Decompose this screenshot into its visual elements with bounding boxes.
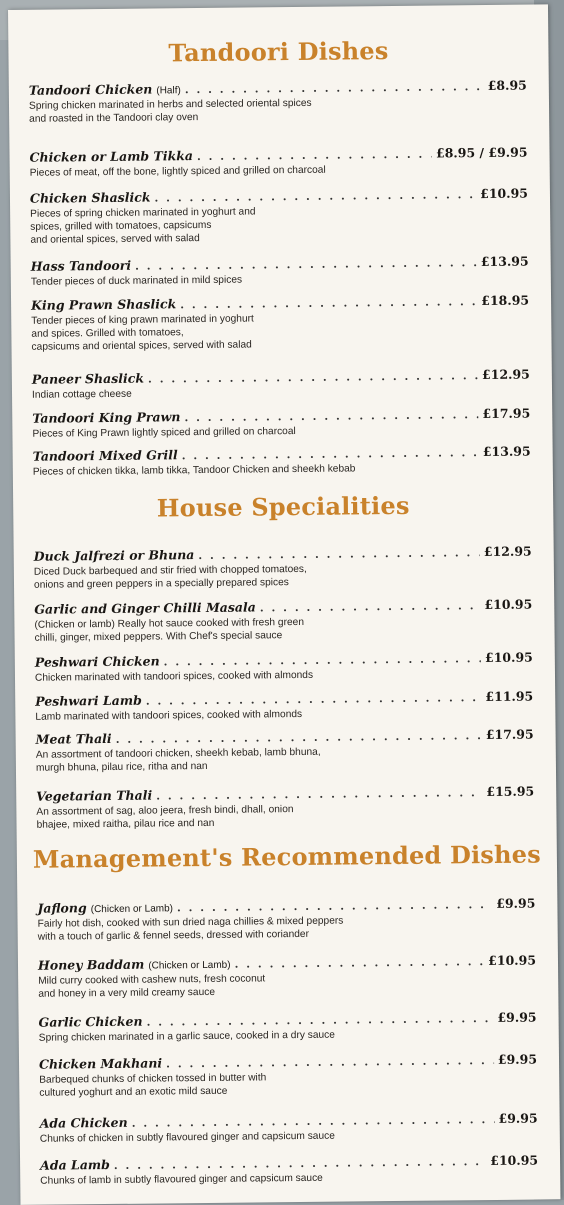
dish-qualifier: (Half) <box>156 85 181 97</box>
description-line: onions and green peppers in a specially prepared spices <box>33 577 289 591</box>
description-line: and honey in a very mild creamy sauce <box>38 986 216 1000</box>
dish-price: £11.95 <box>485 688 534 705</box>
dot-leader <box>180 295 477 311</box>
description-line: Tender pieces of duck marinated in mild spices <box>30 274 243 288</box>
dish-price: £13.95 <box>480 253 529 270</box>
dish-description <box>34 561 532 592</box>
description-line: (Chicken or lamb) Really hot sauce cooked with fresh green <box>34 616 305 631</box>
dish-price: £17.95 <box>482 405 531 422</box>
dish-price: £9.95 <box>498 1110 538 1126</box>
dish-name: Tandoori Mixed Grill <box>32 447 178 464</box>
dish-price: £9.95 <box>496 895 536 911</box>
description-line: Mild curry cooked with cashew nuts, fresh coconut <box>38 973 266 987</box>
dish-price: £8.95 <box>487 77 527 93</box>
description-line: and oriental spices, served with salad <box>30 233 200 246</box>
dish-description <box>40 1170 538 1188</box>
description-line: and spices. Grilled with tomatoes, <box>31 327 184 340</box>
dot-leader <box>185 80 484 96</box>
dish-price: £9.95 <box>497 1009 537 1025</box>
dish-name: Chicken Shaslick <box>29 189 151 206</box>
dish-description <box>35 667 533 685</box>
dish-description <box>35 706 533 724</box>
dot-leader <box>166 1054 494 1070</box>
dish-price: £10.95 <box>490 1152 539 1169</box>
dish-name: Chicken or Lamb Tikka <box>29 148 194 165</box>
dish-name: Garlic Chicken <box>38 1013 143 1030</box>
dish-name: Vegetarian Thali <box>36 787 153 804</box>
description-line: Lamb marinated with tandoori spices, cooked with almonds <box>35 708 303 723</box>
dot-leader <box>146 691 482 708</box>
menu-item <box>37 896 535 944</box>
description-line: Tender pieces of king prawn marinated in yoghurt <box>31 313 254 327</box>
dot-leader <box>260 599 481 614</box>
dot-leader <box>184 408 478 424</box>
description-line: Barbequed chunks of chicken tossed in butter with <box>39 1072 267 1086</box>
dish-name: Meat Thali <box>35 730 112 747</box>
dot-leader <box>198 546 480 562</box>
dish-price: £9.95 <box>497 1051 538 1067</box>
menu-item <box>35 689 533 724</box>
description-line: Spring chicken marinated in herbs and selected oriental spices <box>28 97 312 112</box>
dish-name: Honey Baddam <box>37 956 145 973</box>
description-line: An assortment of tandoori chicken, sheekh kebab, lamb bhuna, <box>35 746 321 761</box>
dish-description <box>40 1128 538 1146</box>
description-line: Chunks of chicken in subtly flavoured ginger and capsicum sauce <box>39 1130 335 1145</box>
menu-item <box>31 254 529 289</box>
dish-price: £17.95 <box>485 726 534 743</box>
menu-item <box>35 650 533 685</box>
dish-qualifier: (Chicken or Lamb) <box>90 903 174 916</box>
dish-description <box>29 95 527 126</box>
description-line: Indian cottage cheese <box>31 388 132 401</box>
menu-item <box>32 367 530 402</box>
dish-price: £10.95 <box>484 649 533 666</box>
dish-price: £8.95 / £9.95 <box>435 144 528 161</box>
dish-description <box>31 310 529 354</box>
dish-name: Peshwari Chicken <box>34 653 160 670</box>
description-line: murgh bhuna, pilau rice, ritha and nan <box>35 760 208 774</box>
menu-item <box>38 953 536 1001</box>
menu-item <box>36 784 534 832</box>
dot-leader <box>146 1012 493 1029</box>
menu-item <box>34 597 532 645</box>
dish-description <box>33 461 531 479</box>
dot-leader <box>156 786 482 802</box>
description-line: Chunks of lamb in subtly flavoured ginger and capsicum sauce <box>40 1172 323 1187</box>
description-line: spices, grilled with tomatoes, capsicums <box>30 219 212 233</box>
dish-description <box>38 913 536 944</box>
menu-item <box>31 293 530 354</box>
dish-name: Hass Tandoori <box>30 257 132 274</box>
dot-leader <box>114 1155 487 1172</box>
menu-item <box>33 444 531 479</box>
dish-description <box>30 162 528 180</box>
menu-item <box>32 406 530 441</box>
dot-leader <box>164 652 481 668</box>
dish-name: Garlic and Ginger Chilli Masala <box>34 599 256 617</box>
dish-name: Tandoori Chicken <box>28 81 153 98</box>
dish-description <box>31 271 529 289</box>
menu-item <box>29 145 527 180</box>
dot-leader <box>182 446 479 462</box>
dish-description <box>36 744 534 775</box>
dish-name: Chicken Makhani <box>38 1055 163 1072</box>
description-line: Chicken marinated with tandoori spices, cooked with almonds <box>34 669 314 684</box>
dish-description <box>36 801 534 832</box>
menu-page <box>8 4 560 1205</box>
dish-name: Jaflong <box>37 900 87 916</box>
description-line: capsicums and oriental spices, served with salad <box>31 339 252 353</box>
menu-item <box>34 544 532 592</box>
description-line: Pieces of chicken tikka, lamb tikka, Tandoor Chicken and sheekh kebab <box>32 463 356 478</box>
dish-description <box>30 203 528 247</box>
description-line: with a touch of garlic & fennel seeds, dressed with coriander <box>37 928 310 943</box>
description-line: and roasted in the Tandoori clay oven <box>29 112 199 125</box>
dish-description <box>32 423 530 441</box>
section-title-management-recommended-dishes: Management's Recommended Dishes <box>32 839 542 874</box>
dot-leader <box>132 1113 495 1130</box>
description-line: Spring chicken marinated in a garlic sauce, cooked in a dry sauce <box>38 1029 335 1044</box>
dot-leader <box>234 955 484 971</box>
dish-price: £12.95 <box>481 366 530 383</box>
dot-leader <box>177 898 492 914</box>
dish-price: £10.95 <box>488 952 537 969</box>
dish-name: Ada Lamb <box>40 1156 110 1173</box>
dish-name: Duck Jalfrezi or Bhuna <box>33 547 195 564</box>
menu-item <box>39 1052 537 1100</box>
menu-item <box>30 186 529 247</box>
description-line: cultured yoghurt and an exotic mild sauce <box>39 1085 228 1099</box>
dish-name: Peshwari Lamb <box>35 692 142 709</box>
dish-qualifier: (Chicken or Lamb) <box>148 959 231 972</box>
menu-item <box>40 1153 538 1188</box>
menu-item <box>29 78 527 126</box>
section-title-house-specialities: House Specialities <box>156 490 410 523</box>
dish-name: Paneer Shaslick <box>31 370 145 387</box>
dot-leader <box>197 148 432 163</box>
menu-item <box>40 1111 538 1146</box>
dish-price: £15.95 <box>486 783 535 800</box>
menu-item <box>39 1010 537 1045</box>
dish-price: £10.95 <box>484 596 533 613</box>
description-line: chilli, ginger, mixed peppers. With Chef's special sauce <box>34 630 283 644</box>
menu-item <box>36 727 534 775</box>
description-line: An assortment of sag, aloo jeera, fresh bindi, dhall, onion <box>36 804 294 818</box>
dot-leader <box>154 188 476 204</box>
dish-price: £12.95 <box>483 543 532 560</box>
dish-description <box>32 384 530 402</box>
dish-name: King Prawn Shaslick <box>31 296 177 313</box>
description-line: Pieces of spring chicken marinated in yoghurt and <box>30 206 256 220</box>
dish-price: £13.95 <box>482 443 531 460</box>
description-line: Pieces of King Prawn lightly spiced and grilled on charcoal <box>32 426 296 440</box>
dish-name: Ada Chicken <box>39 1114 128 1131</box>
dish-description <box>39 1027 537 1045</box>
dish-name: Tandoori King Prawn <box>32 409 181 426</box>
dot-leader <box>148 369 478 385</box>
dish-description <box>38 970 536 1001</box>
dish-price: £10.95 <box>480 185 529 202</box>
section-title-tandoori-dishes: Tandoori Dishes <box>168 36 389 68</box>
description-line: Pieces of meat, off the bone, lightly spiced and grilled on charcoal <box>29 164 326 179</box>
description-line: Diced Duck barbequed and stir fried with chopped tomatoes, <box>33 563 307 578</box>
dot-leader <box>135 256 477 273</box>
description-line: Fairly hot dish, cooked with sun dried naga chillies & mixed peppers <box>37 915 344 930</box>
dot-leader <box>116 729 482 746</box>
dish-description <box>34 614 532 645</box>
dish-description <box>39 1069 537 1100</box>
description-line: bhajee, mixed raitha, pilau rice and nan <box>36 817 215 831</box>
dish-price: £18.95 <box>481 292 530 309</box>
